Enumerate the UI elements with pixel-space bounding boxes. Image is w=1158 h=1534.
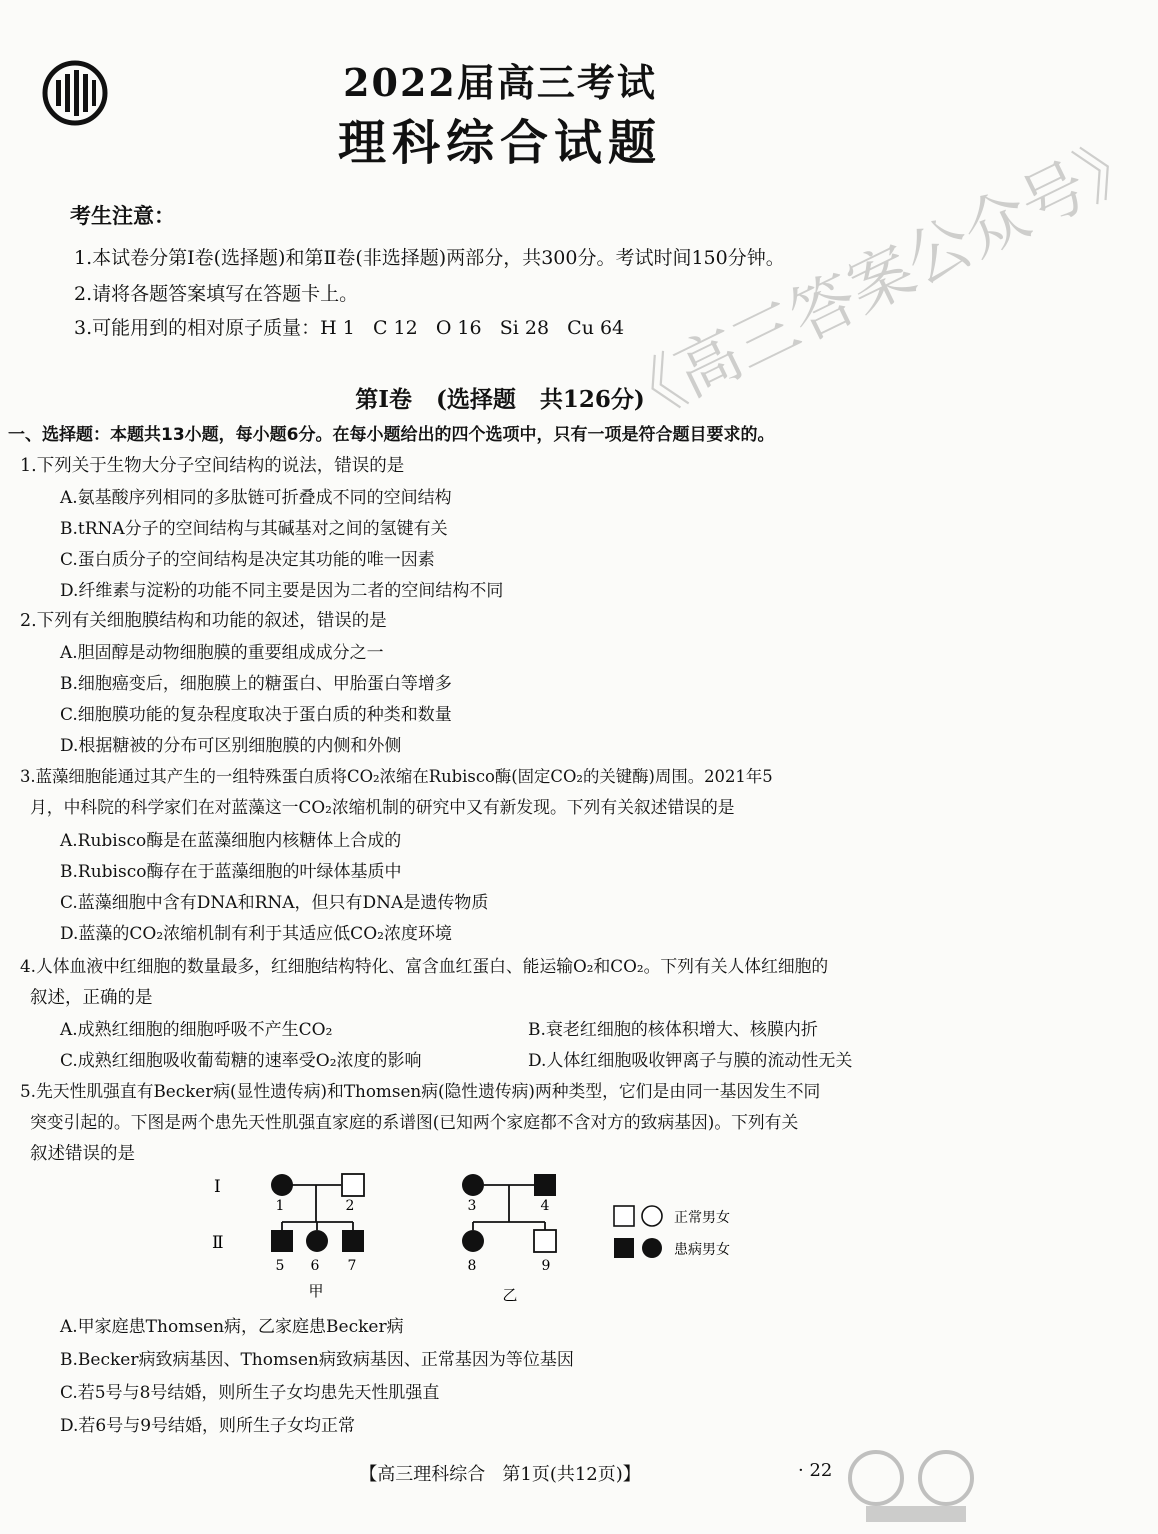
option: A.胆固醇是动物细胞膜的重要组成成分之一 <box>60 643 384 663</box>
option: D.根据糖被的分布可区别细胞膜的内侧和外侧 <box>60 736 402 756</box>
question-stem: 3.蓝藻细胞能通过其产生的一组特殊蛋白质将CO₂浓缩在Rubisco酶(固定CO₂的关键酶)周围。2021年5 <box>20 767 773 786</box>
option: C.蓝藻细胞中含有DNA和RNA，但只有DNA是遗传物质 <box>60 893 489 913</box>
legend-affected-male-icon <box>614 1238 634 1258</box>
pedigree-individual-4 <box>534 1174 556 1196</box>
question-stem: 叙述，正确的是 <box>30 988 153 1008</box>
generation-label: Ⅱ <box>212 1233 224 1253</box>
question-stem: 2.下列有关细胞膜结构和功能的叙述，错误的是 <box>20 611 387 631</box>
page-footer: 【高三理科综合 第1页(共12页)】 <box>359 1464 641 1485</box>
notice-item: 2.请将各题答案填写在答题卡上。 <box>74 283 359 305</box>
notice-item: 1.本试卷分第Ⅰ卷(选择题)和第Ⅱ卷(非选择题)两部分，共300分。考试时间150分钟。 <box>74 247 785 269</box>
exam-title-subject: 理科综合试题 <box>337 115 662 171</box>
option: B.tRNA分子的空间结构与其碱基对之间的氢键有关 <box>60 519 448 539</box>
legend-label-normal: 正常男女 <box>674 1210 730 1226</box>
individual-number: 1 <box>275 1198 285 1214</box>
notice-item: 3.可能用到的相对原子质量：H 1 C 12 O 16 Si 28 Cu 64 <box>74 317 625 339</box>
family-label: 甲 <box>308 1282 324 1300</box>
option: C.成熟红细胞吸收葡萄糖的速率受O₂浓度的影响 <box>60 1051 422 1071</box>
option: A.成熟红细胞的细胞呼吸不产生CO₂ <box>60 1020 333 1040</box>
individual-number: 9 <box>541 1258 551 1274</box>
generation-label: Ⅰ <box>214 1177 221 1197</box>
section-instruction: 一、选择题：本题共13小题，每小题6分。在每小题给出的四个选项中，只有一项是符合题目要求的。 <box>8 425 775 445</box>
pedigree-individual-7 <box>342 1230 364 1252</box>
individual-number: 7 <box>347 1258 357 1274</box>
notice-heading: 考生注意： <box>70 204 175 228</box>
individual-number: 8 <box>467 1258 477 1274</box>
question-stem: 1.下列关于生物大分子空间结构的说法，错误的是 <box>20 456 405 476</box>
legend-affected-female-icon <box>642 1238 662 1258</box>
option: D.纤维素与淀粉的功能不同主要是因为二者的空间结构不同 <box>60 581 504 601</box>
section-title: 第Ⅰ卷 (选择题 共126分) <box>355 386 645 413</box>
individual-number: 2 <box>345 1198 355 1214</box>
watermark: 《高三答案公众号》 <box>606 120 1157 440</box>
option: C.蛋白质分子的空间结构是决定其功能的唯一因素 <box>60 550 435 570</box>
option: B.衰老红细胞的核体积增大、核膜内折 <box>528 1020 818 1040</box>
pedigree-individual-3 <box>462 1174 484 1196</box>
pedigree-individual-5 <box>271 1230 293 1252</box>
page-code: · 22 <box>798 1460 833 1481</box>
question-stem: 月，中科院的科学家们在对蓝藻这一CO₂浓缩机制的研究中又有新发现。下列有关叙述错误的是 <box>30 797 735 817</box>
legend-normal-male-icon <box>614 1206 634 1226</box>
site-logo-watermark-icon <box>836 1442 986 1526</box>
option: D.若6号与9号结婚，则所生子女均正常 <box>60 1416 356 1436</box>
pedigree-individual-6 <box>306 1230 328 1252</box>
pedigree-individual-1 <box>271 1174 293 1196</box>
option: C.若5号与8号结婚，则所生子女均患先天性肌强直 <box>60 1383 440 1403</box>
individual-number: 4 <box>540 1198 550 1214</box>
option: A.Rubisco酶是在蓝藻细胞内核糖体上合成的 <box>60 831 402 851</box>
option: B.Becker病致病基因、Thomsen病致病基因、正常基因为等位基因 <box>60 1350 574 1370</box>
question-stem: 突变引起的。下图是两个患先天性肌强直家庭的系谱图(已知两个家庭都不含对方的致病基因)。下列有关 <box>30 1112 799 1132</box>
option: C.细胞膜功能的复杂程度取决于蛋白质的种类和数量 <box>60 705 452 725</box>
question-stem: 4.人体血液中红细胞的数量最多，红细胞结构特化、富含血红蛋白、能运输O₂和CO₂。下列有关人体红细胞的 <box>20 956 829 976</box>
pedigree-individual-2 <box>342 1174 364 1196</box>
individual-number: 3 <box>467 1198 477 1214</box>
legend-normal-female-icon <box>642 1206 662 1226</box>
option: B.细胞癌变后，细胞膜上的糖蛋白、甲胎蛋白等增多 <box>60 674 452 694</box>
option: B.Rubisco酶存在于蓝藻细胞的叶绿体基质中 <box>60 862 402 882</box>
option: D.人体红细胞吸收钾离子与膜的流动性无关 <box>528 1051 853 1071</box>
pedigree-individual-8 <box>462 1230 484 1252</box>
legend-label-affected: 患病男女 <box>674 1242 730 1258</box>
exam-title-year: 2022届高三考试 <box>343 60 657 105</box>
pedigree-diagram <box>200 1160 760 1310</box>
individual-number: 5 <box>275 1258 285 1274</box>
family-label: 乙 <box>502 1286 518 1304</box>
individual-number: 6 <box>310 1258 320 1274</box>
option: D.蓝藻的CO₂浓缩机制有利于其适应低CO₂浓度环境 <box>60 924 452 944</box>
option: A.氨基酸序列相同的多肽链可折叠成不同的空间结构 <box>60 488 452 508</box>
question-stem: 叙述错误的是 <box>30 1144 135 1164</box>
pedigree-individual-9 <box>534 1230 556 1252</box>
question-stem: 5.先天性肌强直有Becker病(显性遗传病)和Thomsen病(隐性遗传病)两种类型，它们是由同一基因发生不同 <box>20 1081 821 1101</box>
option: A.甲家庭患Thomsen病，乙家庭患Becker病 <box>60 1317 404 1337</box>
